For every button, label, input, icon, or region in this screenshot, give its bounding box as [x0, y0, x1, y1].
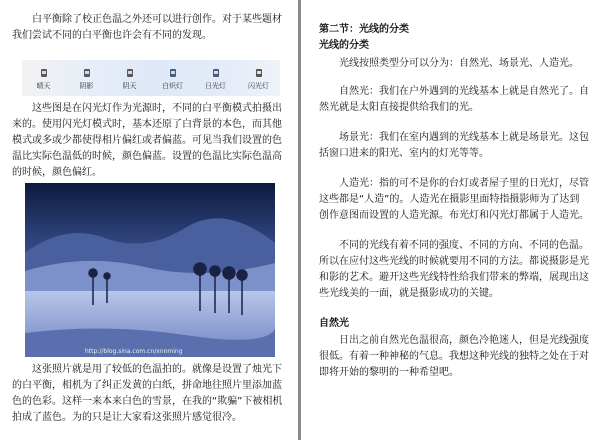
wb-mode-label: 白炽灯	[162, 82, 183, 90]
right-paragraph-artificial-light: 人造光：指的可不是你的台灯或者屋子里的日光灯，尽管这些都是“人造”的。人造光在摄影里面特指摄影师为了达到创作意图而设置的人造光源。布光灯和闪光灯都属于人造光。	[319, 178, 589, 221]
section-title: 第二节：光线的分类	[319, 24, 409, 35]
right-paragraph-light-properties: 不同的光线有着不同的强度、不同的方向、不同的色温。所以在应付这些光线的时候就要用不同的方法。都说摄影是光和影的艺术。避开这些光线特性给我们带来的弊端，展现出这些光线美的一面，就是摄影成功的关键。	[319, 240, 589, 299]
left-paragraph-1: 白平衡除了校正色温之外还可以进行创作。对于某些题材我们尝试不同的白平衡也许会有不同的发现。	[12, 14, 282, 41]
flash-icon	[253, 66, 265, 80]
wb-mode-cloudy	[108, 60, 151, 96]
right-paragraph-natural-light-detail: 日出之前自然光色温很高，颜色冷艳迷人，但是光线强度很低。有着一种神秘的气息。我想这种光线的独特之处在于对即将开始的黎明的一种希望吧。	[319, 335, 589, 378]
photo-image	[25, 183, 275, 357]
wb-mode-label: 阴天	[122, 82, 137, 90]
wb-mode-label: 阴影	[79, 82, 94, 90]
natural-light-heading: 自然光	[319, 318, 349, 329]
left-paragraph-3: 这张照片就是用了较低的色温拍的。就像是设置了烛光下的白平衡，相机为了纠正发黄的白纸，拼命地往照片里添加蓝色的色彩。这样一来本来白色的雪景，在我的“欺骗”下被相机拍成了蓝色。为的只是让大家看这张照片感觉很冷。	[12, 364, 283, 423]
right-paragraph-1: 光线按照类型分可以分为：自然光、场景光、人造光。	[339, 58, 579, 69]
white-balance-strip	[22, 60, 280, 96]
right-page	[301, 0, 600, 440]
shade-icon	[81, 66, 93, 80]
wb-mode-label: 晴天	[36, 82, 51, 90]
sun-icon	[38, 66, 50, 80]
fluorescent-icon	[210, 66, 222, 80]
left-paragraph-2: 这些图是在闪光灯作为光源时，不同的白平衡模式拍摄出来的。使用闪光灯模式时，基本还原了白背景的本色，而其他模式或多或少都使得相片偏红或者偏蓝。可见当我们设置的色温比实际色温低的时候，颜色偏蓝。设置的色温比实际色温高的时候，颜色偏红。	[12, 103, 282, 178]
wb-mode-label: 日光灯	[205, 82, 226, 90]
wb-mode-label: 闪光灯	[248, 82, 269, 90]
cloud-icon	[124, 66, 136, 80]
bulb-icon	[167, 66, 179, 80]
right-paragraph-natural-light: 自然光：我们在户外遇到的光线基本上就是自然光了。自然光就是太阳直接提供给我们的光。	[319, 86, 589, 113]
wb-mode-daylight	[22, 60, 65, 96]
wb-mode-shade	[65, 60, 108, 96]
left-page	[0, 0, 298, 440]
wb-mode-flash	[237, 60, 280, 96]
wb-mode-tungsten	[151, 60, 194, 96]
right-paragraph-scene-light: 场景光：我们在室内遇到的光线基本上就是场景光。这包括窗口进来的阳光、室内的灯光等等。	[319, 132, 589, 159]
wb-mode-fluorescent	[194, 60, 237, 96]
blue-snow-landscape-photo	[25, 183, 275, 357]
section-subtitle: 光线的分类	[319, 40, 369, 51]
photo-watermark: http://blog.sina.com.cn/xnnming	[85, 348, 183, 355]
